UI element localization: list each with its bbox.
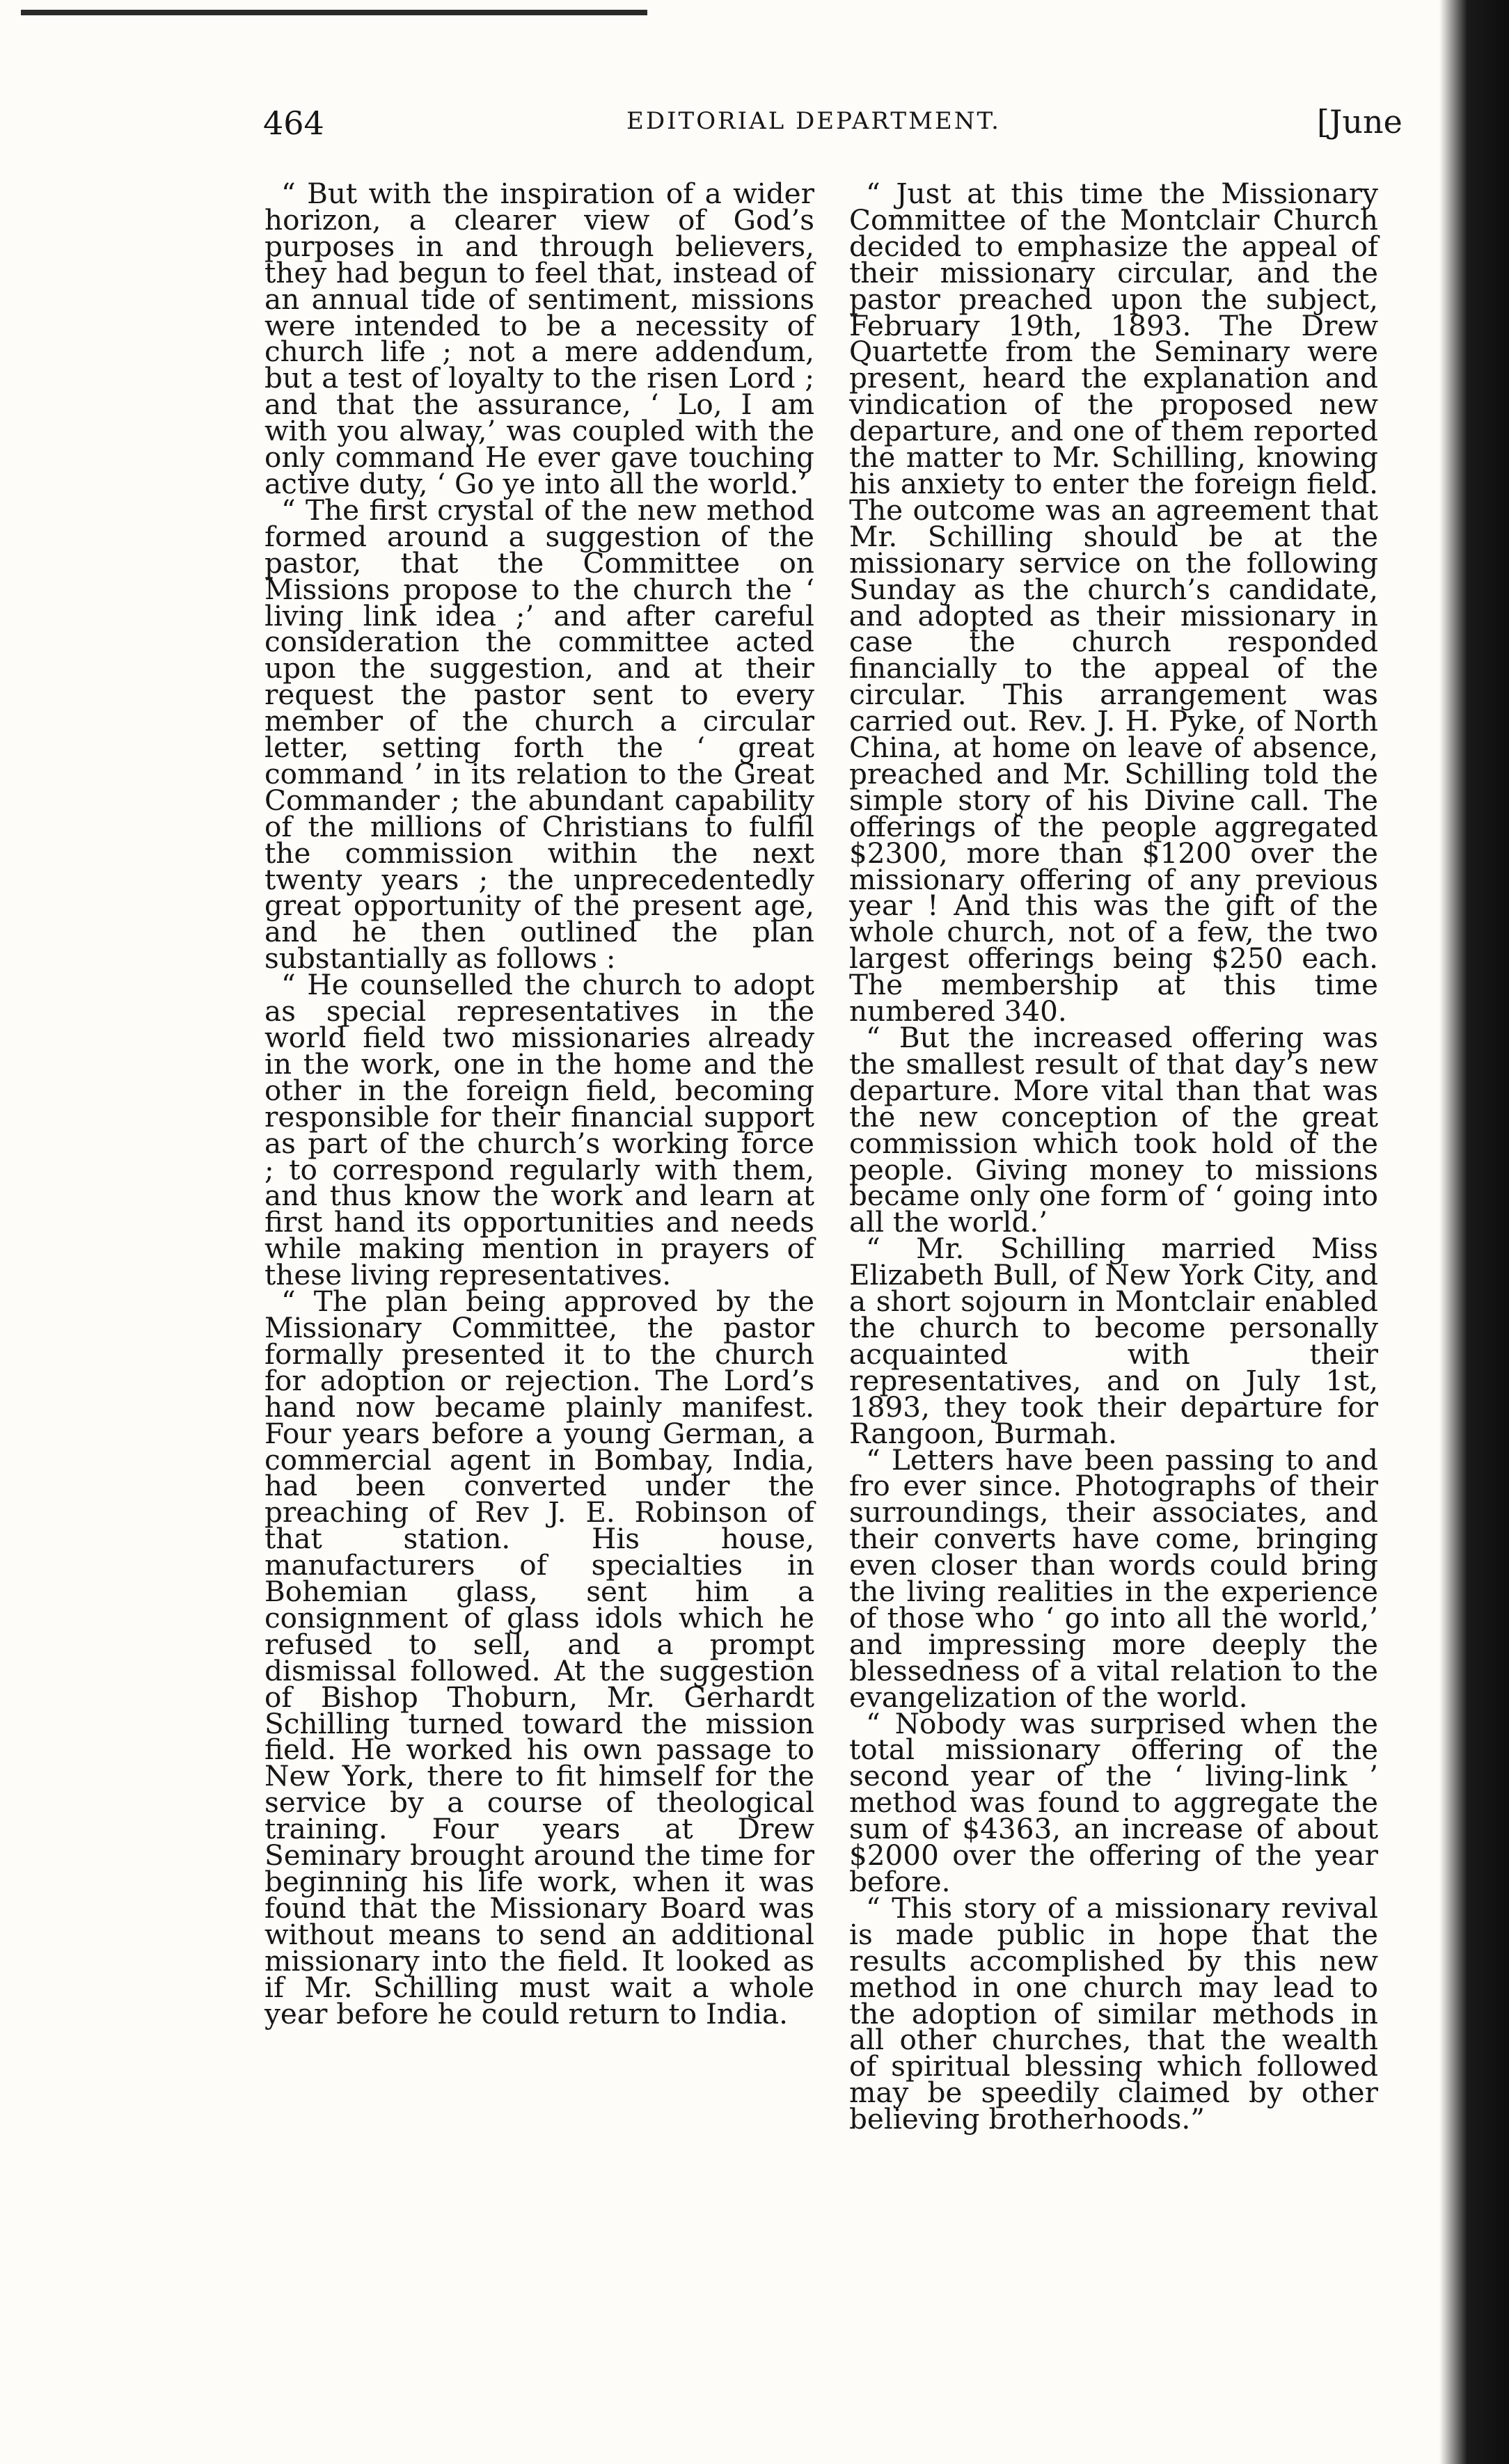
top-rule xyxy=(21,10,647,15)
issue-month: [June xyxy=(1317,103,1403,141)
paragraph: “ Nobody was surprised when the total missionary offering of the second year of the ‘ living-link ’ method was found to aggregate the sum of $4363, an increase of about $2000 over the offering of the year before. xyxy=(849,1706,1378,1898)
paragraph: “ The plan being approved by the Missionary Committee, the pastor formally presented it to the church for adoption or rejection. The Lord’s hand now became plainly manifest. Four years before a young German, a commercial agent in Bombay, India, had been converted under the preaching of Rev J. E. Robinson of that station. His house, manufacturers of specialties in Bohemian glass, sent him a consignment of glass idols which he refused to sell, and a prompt dismissal followed. At the suggestion of Bishop Thoburn, Mr. Gerhardt Schilling turned toward the mission field. He worked his own passage to New York, there to fit himself for the service by a course of theological training. Four years at Drew Seminary brought around the time for beginning his life work, when it was found that the Missionary Board was without means to send an additional missionary into the field. It looked as if Mr. Schilling must wait a whole year before he could return to India. xyxy=(264,1285,814,2030)
paragraph: “ He counselled the church to adopt as special representatives in the world field two missionaries already in the work, one in the home and the other in the foreign field, becoming responsible for their financial support as part of the church’s working force ; to correspond regularly with them, and thus know the work and learn at first hand its opportunities and needs while making mention in prayers of these living representatives. xyxy=(264,968,814,1292)
paragraph: “ But the increased offering was the smallest result of that day’s new departure. More vital than that was the new conception of the great commission which took hold of the people. Giving money to missions became only one form of ‘ going into all the world.’ xyxy=(849,1021,1378,1239)
right-column xyxy=(849,177,1378,2136)
paragraph: “ Letters have been passing to and fro ever since. Photographs of their surroundings, their associates, and their converts have come, bringing even closer than words could bring the living realities in the experience of those who ‘ go into all the world,’ and impressing more deeply the blessedness of a vital relation to the evangelization of the world. xyxy=(849,1442,1378,1714)
scan-edge-shadow xyxy=(1439,0,1509,2464)
running-title: EDITORIAL DEPARTMENT. xyxy=(626,107,1001,135)
paragraph: “ This story of a missionary revival is made public in hope that the results accomplished by this new method in one church may lead to the adoption of similar methods in all other churches, that the wealth of spiritual blessing which followed may be speedily claimed by other believing brotherhoods.” xyxy=(849,1891,1378,2136)
page-header xyxy=(0,97,1439,153)
paragraph: “ But with the inspiration of a wider horizon, a clearer view of God’s purposes in and through believers, they had begun to feel that, instead of an annual tide of sentiment, missions were intended to be a necessity of church life ; not a mere addendum, but a test of loyalty to the risen Lord ; and that the assurance, ‘ Lo, I am with you alway,’ was coupled with the only command He ever gave touching active duty, ‘ Go ye into all the world.’ xyxy=(264,177,814,500)
paragraph: “ The first crystal of the new method formed around a suggestion of the pastor, that the Committee on Missions propose to the church the ‘ living link idea ;’ and after careful consideration the committee acted upon the suggestion, and at their request the pastor sent to every member of the church a circular letter, setting forth the ‘ great command ’ in its relation to the Great Commander ; the abundant capability of the millions of Christians to fulfil the commission within the next twenty years ; the unprecedentedly great opportunity of the present age, and he then outlined the plan substantially as follows : xyxy=(264,493,814,976)
paragraph: “ Mr. Schilling married Miss Elizabeth Bull, of New York City, and a short sojourn in Montclair enabled the church to become personally acquainted with their representatives, and on July 1st, 1893, they took their departure for Rangoon, Burmah. xyxy=(849,1232,1378,1450)
page-number: 464 xyxy=(263,104,324,142)
paragraph: “ Just at this time the Missionary Committee of the Montclair Church decided to emphasize the appeal of their missionary circular, and the pastor preached upon the subject, February 19th, 1893. The Drew Quartette from the Seminary were present, heard the explanation and vindication of the proposed new departure, and one of them reported the matter to Mr. Schilling, knowing his anxiety to enter the foreign field. The outcome was an agreement that Mr. Schilling should be at the missionary service on the following Sunday as the church’s candidate, and adopted as their missionary in case the church responded financially to the appeal of the circular. This arrangement was carried out. Rev. J. H. Pyke, of North China, at home on leave of absence, preached and Mr. Schilling told the simple story of his Divine call. The offerings of the people aggregated $2300, more than $1200 over the missionary offering of any previous year ! And this was the gift of the whole church, not of a few, the two largest offerings being $250 each. The membership at this time numbered 340. xyxy=(849,177,1378,1028)
left-column xyxy=(264,177,814,2030)
